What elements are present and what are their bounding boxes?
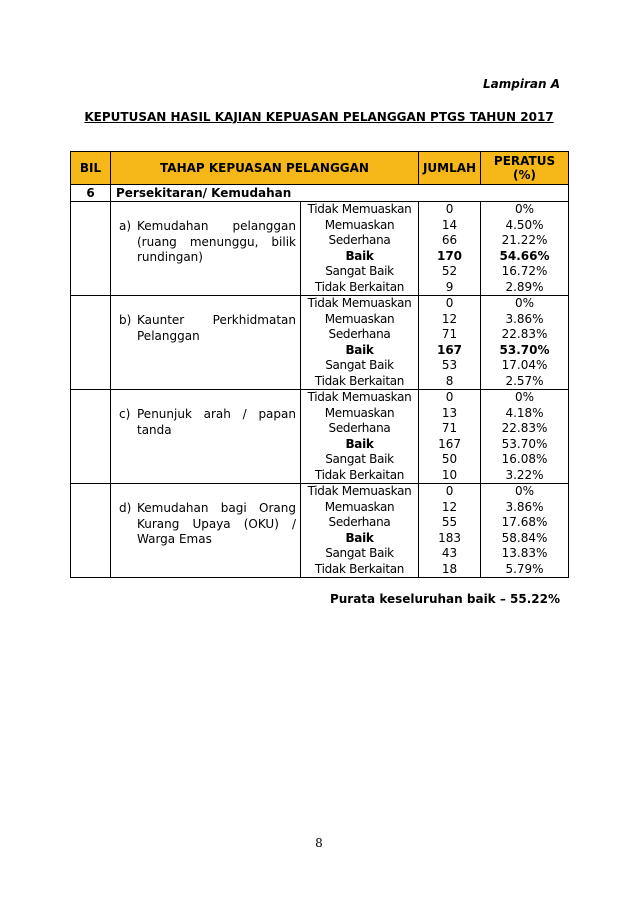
category-label: Sederhana xyxy=(328,327,391,341)
percent-value: 0% xyxy=(514,390,535,404)
percent-value: 16.08% xyxy=(501,452,548,466)
percent-value: 3.22% xyxy=(505,467,544,482)
percent-value: 4.18% xyxy=(505,405,544,420)
count-value: 66 xyxy=(441,233,458,247)
category-cell xyxy=(301,484,419,578)
col-header-peratus-line2: (%) xyxy=(513,168,537,182)
count-value: 0 xyxy=(445,202,454,216)
count-value: 0 xyxy=(445,390,454,404)
count-value: 170 xyxy=(436,248,463,263)
category-label: Sederhana xyxy=(328,233,391,247)
category-label: Tidak Berkaitan xyxy=(314,279,405,294)
count-value: 9 xyxy=(445,279,454,294)
section-bil: 6 xyxy=(71,185,111,202)
percent-value: 22.83% xyxy=(501,421,548,435)
item-row xyxy=(71,202,569,296)
appendix-label: Lampiran A xyxy=(483,77,560,91)
category-label: Baik xyxy=(345,530,374,545)
count-value: 183 xyxy=(438,530,461,545)
category-label: Tidak Memuaskan xyxy=(307,296,412,310)
count-value: 0 xyxy=(445,484,454,498)
count-cell xyxy=(419,296,481,390)
category-label: Tidak Memuaskan xyxy=(307,484,412,498)
percent-value: 0% xyxy=(514,484,535,498)
percent-value: 2.89% xyxy=(505,279,544,294)
percent-value: 2.57% xyxy=(505,373,544,388)
item-letter: c) xyxy=(119,407,131,421)
percent-value: 17.04% xyxy=(501,358,548,372)
count-cell xyxy=(419,202,481,296)
percent-value: 58.84% xyxy=(501,530,548,545)
count-value: 8 xyxy=(445,373,454,388)
item-letter: a) xyxy=(119,219,132,233)
count-value: 167 xyxy=(438,436,461,451)
count-value: 53 xyxy=(441,358,458,372)
category-label: Sangat Baik xyxy=(325,264,394,278)
item-text: Kemudahan bagi Orang Kurang Upaya (OKU) / Warga Emas xyxy=(137,501,296,546)
col-header-jumlah: JUMLAH xyxy=(419,152,481,185)
percent-value: 0% xyxy=(514,296,535,310)
category-label: Tidak Memuaskan xyxy=(307,202,412,216)
item-description-cell xyxy=(111,484,301,578)
count-value: 43 xyxy=(441,546,458,560)
percent-cell xyxy=(481,202,569,296)
category-label: Sangat Baik xyxy=(325,452,394,466)
item-bil-cell xyxy=(71,390,111,484)
count-value: 167 xyxy=(436,342,463,357)
page-number: 8 xyxy=(315,836,323,850)
percent-value: 0% xyxy=(514,202,535,216)
col-header-peratus-line1: PERATUS xyxy=(493,154,556,168)
percent-value: 53.70% xyxy=(499,342,550,357)
col-header-tahap: TAHAP KEPUASAN PELANGGAN xyxy=(111,152,419,185)
item-letter: d) xyxy=(119,501,132,515)
percent-value: 3.86% xyxy=(505,311,544,326)
percent-value: 16.72% xyxy=(501,264,548,278)
category-label: Sederhana xyxy=(328,421,391,435)
percent-value: 3.86% xyxy=(505,499,544,514)
category-label: Memuaskan xyxy=(324,405,395,420)
percent-value: 22.83% xyxy=(501,327,548,341)
category-label: Tidak Berkaitan xyxy=(314,561,405,576)
count-value: 50 xyxy=(441,452,458,466)
category-cell xyxy=(301,296,419,390)
category-label: Baik xyxy=(345,436,374,451)
item-text: Kaunter Perkhidmatan Pelanggan xyxy=(137,313,296,343)
count-value: 18 xyxy=(441,561,458,576)
category-label: Sangat Baik xyxy=(325,358,394,372)
category-label: Memuaskan xyxy=(324,217,395,232)
section-row xyxy=(71,185,569,202)
count-value: 0 xyxy=(445,296,454,310)
section-label: Persekitaran/ Kemudahan xyxy=(111,185,569,202)
percent-value: 5.79% xyxy=(505,561,544,576)
overall-average: Purata keseluruhan baik – 55.22% xyxy=(329,592,560,606)
col-header-bil: BIL xyxy=(71,152,111,185)
category-label: Memuaskan xyxy=(324,311,395,326)
category-cell xyxy=(301,202,419,296)
item-bil-cell xyxy=(71,484,111,578)
item-row xyxy=(71,296,569,390)
category-label: Tidak Berkaitan xyxy=(314,467,405,482)
count-value: 12 xyxy=(441,499,458,514)
item-description-cell xyxy=(111,202,301,296)
item-description-cell xyxy=(111,296,301,390)
count-value: 14 xyxy=(441,217,458,232)
category-label: Baik xyxy=(345,342,374,357)
percent-value: 13.83% xyxy=(501,546,548,560)
item-bil-cell xyxy=(71,202,111,296)
document-title: KEPUTUSAN HASIL KAJIAN KEPUASAN PELANGGAN PTGS TAHUN 2017 xyxy=(84,110,554,124)
category-label: Tidak Berkaitan xyxy=(314,373,405,388)
percent-cell xyxy=(481,296,569,390)
count-value: 52 xyxy=(441,264,458,278)
percent-value: 4.50% xyxy=(505,217,544,232)
satisfaction-table xyxy=(70,151,569,578)
count-cell xyxy=(419,390,481,484)
count-value: 10 xyxy=(441,467,458,482)
item-row xyxy=(71,484,569,578)
table-header-row xyxy=(71,152,569,185)
category-label: Sederhana xyxy=(328,515,391,529)
item-letter: b) xyxy=(119,313,132,327)
category-cell xyxy=(301,390,419,484)
count-value: 12 xyxy=(441,311,458,326)
count-value: 55 xyxy=(441,515,458,529)
category-label: Memuaskan xyxy=(324,499,395,514)
item-row xyxy=(71,390,569,484)
item-text: Kemudahan pelanggan (ruang menunggu, bilik rundingan) xyxy=(137,219,296,264)
item-text: Penunjuk arah / papan tanda xyxy=(137,407,296,437)
category-label: Baik xyxy=(345,248,374,263)
percent-value: 17.68% xyxy=(501,515,548,529)
count-value: 13 xyxy=(441,405,458,420)
item-description-cell xyxy=(111,390,301,484)
item-bil-cell xyxy=(71,296,111,390)
percent-cell xyxy=(481,390,569,484)
category-label: Tidak Memuaskan xyxy=(307,390,412,404)
count-cell xyxy=(419,484,481,578)
percent-value: 21.22% xyxy=(501,233,548,247)
category-label: Sangat Baik xyxy=(325,546,394,560)
percent-value: 54.66% xyxy=(499,248,550,263)
col-header-peratus xyxy=(481,152,569,185)
percent-value: 53.70% xyxy=(501,436,548,451)
count-value: 71 xyxy=(441,421,458,435)
count-value: 71 xyxy=(441,327,458,341)
percent-cell xyxy=(481,484,569,578)
